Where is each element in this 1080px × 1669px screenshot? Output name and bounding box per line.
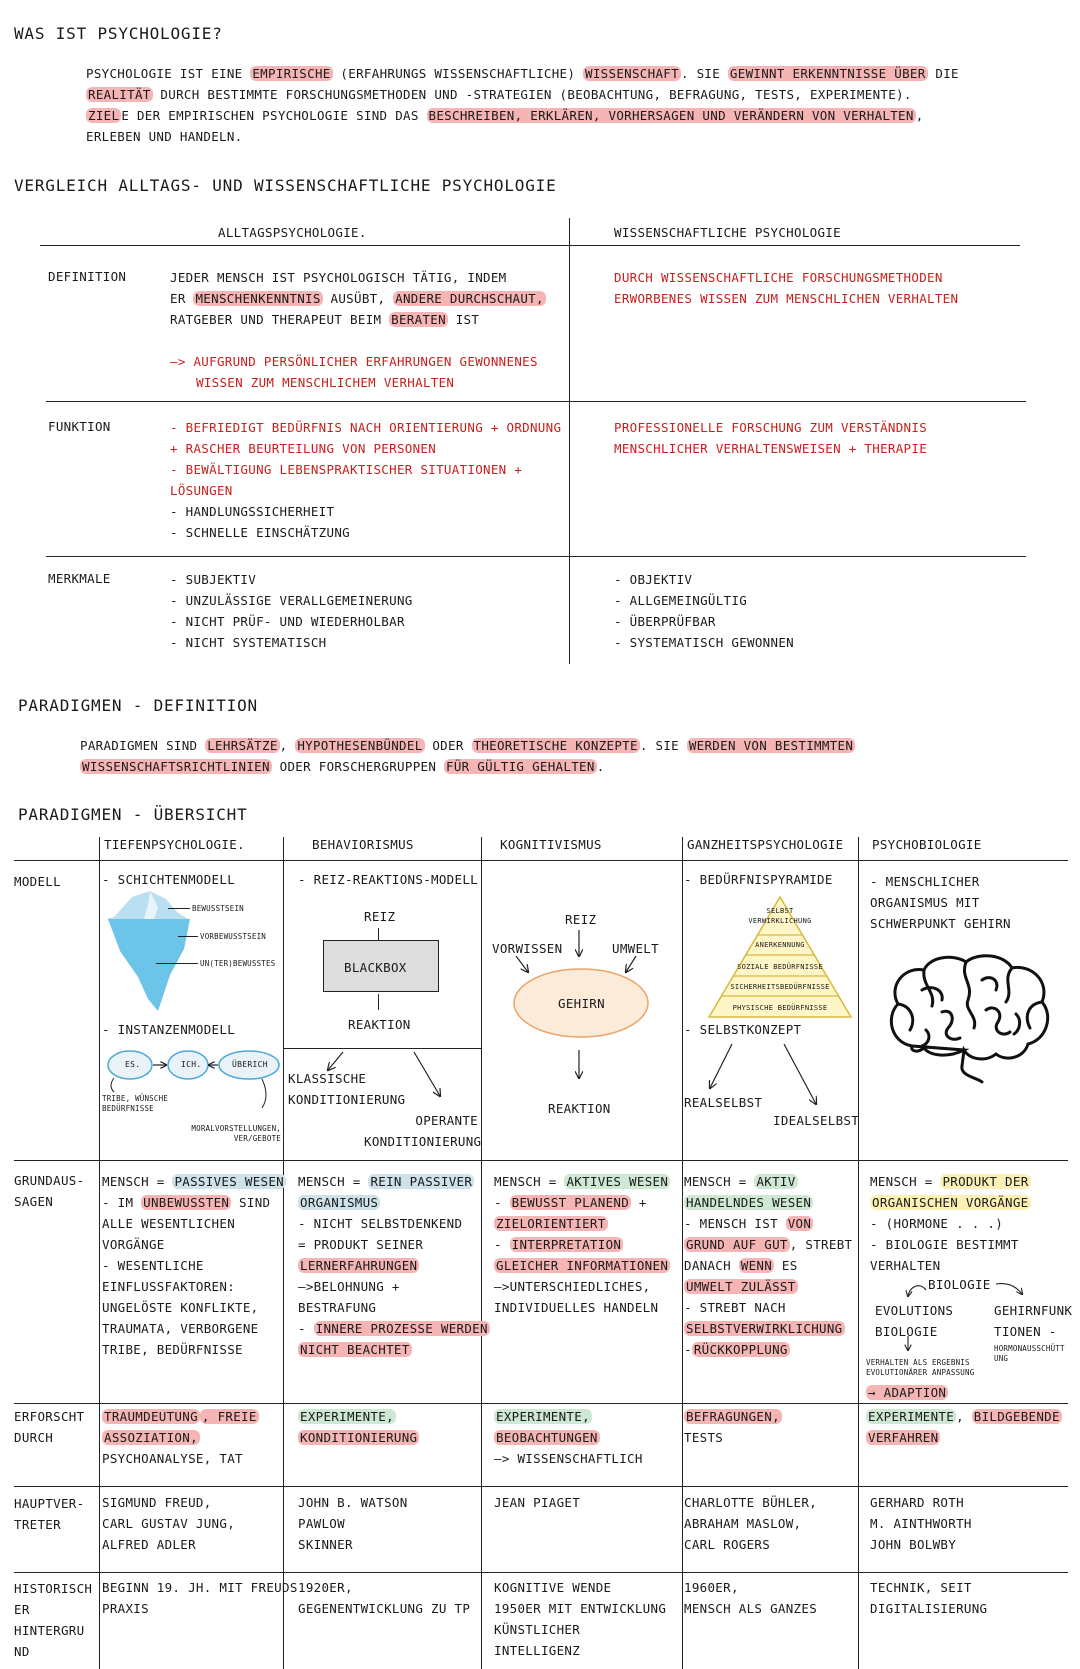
- text: JOHN BOLWBY: [870, 1537, 957, 1552]
- text: KONDITIONIERUNG: [364, 1134, 482, 1149]
- definition-everyday: [170, 267, 546, 393]
- divider: [99, 837, 100, 1669]
- text: UNGELÖSTE KONFLIKTE,: [102, 1300, 259, 1315]
- highlight: BEFRAGUNGEN,: [686, 1409, 780, 1424]
- divider: [283, 1048, 481, 1049]
- text: CHARLOTTE BÜHLER,: [684, 1495, 818, 1510]
- highlight: BESCHREIBEN, ERKLÄREN, VORHERSAGEN UND VERÄNDERN VON VERHALTEN: [428, 108, 914, 123]
- arrow-line: [378, 994, 379, 1010]
- text: GRUNDAUS-: [14, 1173, 85, 1188]
- text: ORGANISMUS MIT: [870, 895, 980, 910]
- text: ND: [14, 1644, 30, 1659]
- cognitivism-assumptions: [494, 1171, 670, 1318]
- psychobiology-representatives: [870, 1492, 972, 1555]
- text: - HANDLUNGSSICHERHEIT: [170, 504, 335, 519]
- pyramid-level-physical: PHYSISCHE BEDÜRFNISSE: [732, 1004, 828, 1012]
- row-label-function: FUNKTION: [48, 419, 111, 434]
- pyramid-level-recognition: ANERKENNUNG: [755, 941, 805, 949]
- row-label-features: MERKMALE: [48, 571, 111, 586]
- divider: [14, 1403, 1068, 1404]
- classical-conditioning: [288, 1068, 405, 1110]
- text: —> WISSENSCHAFTLICH: [494, 1451, 643, 1466]
- highlight: SELBSTVERWIRKLICHUNG: [686, 1321, 843, 1336]
- text: . SIE: [680, 66, 728, 81]
- highlight: KONDITIONIERUNG: [300, 1430, 418, 1445]
- cognitivism-representatives: [494, 1492, 580, 1513]
- text: TRETER: [14, 1517, 61, 1532]
- divider: [46, 401, 1026, 402]
- text: KÜNSTLICHER: [494, 1622, 581, 1637]
- text: - BIOLOGIE BESTIMMT: [870, 1237, 1019, 1252]
- text: - NICHT SELBSTDENKEND: [298, 1216, 463, 1231]
- preconscious-label: VORBEWUSSTSEIN: [200, 932, 267, 941]
- text: INTELLIGENZ: [494, 1643, 581, 1658]
- text: SIND: [231, 1195, 271, 1210]
- text: +: [631, 1195, 647, 1210]
- highlight: EMPIRISCHE: [252, 66, 331, 81]
- divider: [682, 837, 683, 1669]
- text: VERHALTEN ALS ERGEBNIS: [866, 1358, 970, 1367]
- evolutionary-adaptation: [866, 1358, 974, 1378]
- psychology-definition-paragraph: [86, 63, 1046, 147]
- text: HISTORISCH: [14, 1581, 93, 1596]
- text: MORALVORSTELLUNGEN,: [191, 1124, 281, 1133]
- text: - OBJEKTIV: [614, 572, 693, 587]
- highlight: EXPERIMENTE,: [300, 1409, 394, 1424]
- divider: [178, 936, 198, 937]
- paradigm-definition-paragraph: [80, 735, 1040, 777]
- cognitivism-history: [494, 1577, 666, 1661]
- text: MENSCH =: [298, 1174, 369, 1189]
- text: TRAUMATA, VERBORGENE: [102, 1321, 259, 1336]
- depth-assumptions: [102, 1171, 286, 1360]
- highlight: HYPOTHESENBÜNDEL: [297, 738, 423, 753]
- text: - UNZULÄSSIGE VERALLGEMEINERUNG: [170, 593, 413, 608]
- layer-model-label: - SCHICHTENMODELL: [102, 872, 236, 887]
- text: JEDER MENSCH IST PSYCHOLOGISCH TÄTIG, INDEM: [170, 270, 507, 285]
- depth-representatives: [102, 1492, 235, 1555]
- highlight: ASSOZIATION,: [104, 1430, 198, 1445]
- features-scientific: [614, 569, 794, 653]
- highlight: ORGANISCHEN VORGÄNGE: [872, 1195, 1029, 1210]
- psychobiology-methods: [866, 1406, 1062, 1448]
- text: JOHN B. WATSON: [298, 1495, 408, 1510]
- text: -: [494, 1195, 510, 1210]
- highlight: RÜCKKOPPLUNG: [693, 1342, 788, 1357]
- text: , STREBT: [789, 1237, 853, 1252]
- conscious-label: BEWUSSTSEIN: [192, 904, 244, 913]
- holistic-assumptions: [684, 1171, 852, 1360]
- self-concept-label: - SELBSTKONZEPT: [684, 1022, 802, 1037]
- col-head-cognitivism: KOGNITIVISMUS: [500, 837, 602, 852]
- pyramid-level-social: SOZIALE BEDÜRFNISSE: [737, 963, 823, 971]
- text: CARL ROGERS: [684, 1537, 771, 1552]
- holistic-methods: [684, 1406, 782, 1448]
- highlight: INTERPRETATION: [511, 1237, 622, 1252]
- text: 1960ER,: [684, 1580, 739, 1595]
- holistic-representatives: [684, 1492, 817, 1555]
- highlight: LERNERFAHRUNGEN: [300, 1258, 418, 1273]
- row-label-model: MODELL: [14, 874, 61, 889]
- highlight: ZIELORIENTIERT: [496, 1216, 606, 1231]
- highlight: FÜR GÜLTIG GEHALTEN: [446, 759, 595, 774]
- text: LÖSUNGEN: [170, 483, 233, 498]
- ideal-self-label: IDEALSELBST: [773, 1113, 860, 1128]
- highlight: BEOBACHTUNGEN: [496, 1430, 598, 1445]
- depth-history: [102, 1577, 298, 1619]
- text: INDIVIDUELLES HANDELN: [494, 1300, 659, 1315]
- highlight: GRUND AUF GUT: [686, 1237, 788, 1252]
- text: VORGÄNGE: [102, 1237, 165, 1252]
- col-head-psychobiology: PSYCHOBIOLOGIE: [872, 837, 982, 852]
- row-label-researched-by: [14, 1406, 84, 1448]
- highlight: BEWUSST PLANEND: [511, 1195, 630, 1210]
- text: ERLEBEN UND HANDELN.: [86, 129, 243, 144]
- text: GEHIRNFUNK: [994, 1303, 1073, 1318]
- text: - SUBJEKTIV: [170, 572, 257, 587]
- text: EINFLUSSFAKTOREN:: [102, 1279, 236, 1294]
- response-label: REAKTION: [548, 1101, 611, 1116]
- text: BIOLOGIE: [875, 1324, 938, 1339]
- evolution-biology: [875, 1300, 953, 1342]
- highlight: PRODUKT DER: [942, 1174, 1029, 1189]
- text: DIGITALISIERUNG: [870, 1601, 988, 1616]
- text: DURCH: [14, 1430, 54, 1445]
- behaviorism-assumptions: [298, 1171, 490, 1360]
- highlight: BERATEN: [391, 312, 446, 327]
- text: PROFESSIONELLE FORSCHUNG ZUM VERSTÄNDNIS: [614, 420, 928, 435]
- text: ER: [170, 291, 194, 306]
- highlight: GEWINNT ERKENNTNISSE ÜBER: [729, 66, 926, 81]
- highlight: THEORETISCHE KONZEPTE: [473, 738, 638, 753]
- text: (ERFAHRUNGS WISSENSCHAFTLICHE): [332, 66, 584, 81]
- row-label-basic-assumptions: [14, 1170, 84, 1212]
- definition-scientific: [614, 267, 958, 309]
- behaviorism-methods: [298, 1406, 419, 1448]
- text: —> AUFGRUND PERSÖNLICHER ERFAHRUNGEN GEWONNENES: [170, 354, 538, 369]
- es-label: ES.: [125, 1060, 141, 1069]
- drives-label: [102, 1094, 168, 1114]
- text: - ALLGEMEINGÜLTIG: [614, 593, 748, 608]
- text: -: [494, 1237, 510, 1252]
- text: IST: [447, 312, 480, 327]
- text: PRAXIS: [102, 1601, 149, 1616]
- text: DIE: [927, 66, 959, 81]
- text: TESTS: [684, 1430, 724, 1445]
- text: OPERANTE: [415, 1113, 478, 1128]
- needs-pyramid-label: - BEDÜRFNISPYRAMIDE: [684, 872, 833, 887]
- highlight: WENN: [740, 1258, 773, 1273]
- features-everyday: [170, 569, 413, 653]
- row-label-historical-background: [14, 1578, 92, 1662]
- text: 1950ER MIT ENTWICKLUNG: [494, 1601, 667, 1616]
- text: DANACH: [684, 1258, 739, 1273]
- text: - ÜBERPRÜFBAR: [614, 614, 716, 629]
- brain-icon: [882, 950, 1054, 1090]
- text: ABRAHAM MASLOW,: [684, 1516, 802, 1531]
- highlight: → ADAPTION: [868, 1385, 947, 1400]
- highlight: REALITÄT: [88, 87, 151, 102]
- stimulus-response-model-label: - REIZ-REAKTIONS-MODELL: [298, 872, 478, 887]
- section-title-paradigm-overview: PARADIGMEN - ÜBERSICHT: [18, 805, 248, 824]
- divider: [14, 1486, 1068, 1487]
- text: CARL GUSTAV JUNG,: [102, 1516, 236, 1531]
- section-title-paradigm-definition: PARADIGMEN - DEFINITION: [18, 696, 258, 715]
- text: ,: [915, 108, 924, 123]
- text: ,: [279, 738, 296, 753]
- text: PARADIGMEN SIND: [80, 738, 206, 753]
- text: - NICHT SYSTEMATISCH: [170, 635, 327, 650]
- highlight: MENSCHENKENNTNIS: [195, 291, 321, 306]
- highlight: WERDEN VON BESTIMMTEN: [688, 738, 854, 753]
- text: MENSCHLICHER VERHALTENSWEISEN + THERAPIE: [614, 441, 928, 456]
- real-self-label: REALSELBST: [684, 1095, 763, 1110]
- text: —>BELOHNUNG +: [298, 1279, 400, 1294]
- divider: [46, 556, 1026, 557]
- text: RATGEBER UND THERAPEUT BEIM: [170, 312, 390, 327]
- text: = PRODUKT SEINER: [298, 1237, 424, 1252]
- text: ALLE WESENTLICHEN: [102, 1216, 236, 1231]
- text: - (HORMONE . . .): [870, 1216, 1004, 1231]
- text: TRIBE, WÜNSCHE: [102, 1094, 169, 1103]
- morals-label: [183, 1124, 281, 1144]
- text: - IM: [102, 1195, 142, 1210]
- highlight: HANDELNDES WESEN: [686, 1195, 812, 1210]
- highlight: ANDERE DURCHSCHAUT,: [395, 291, 544, 306]
- divider: [14, 1160, 1068, 1161]
- text: HORMONAUSSCHÜTT: [994, 1344, 1065, 1353]
- text: JEAN PIAGET: [494, 1495, 581, 1510]
- highlight: EXPERIMENTE,: [496, 1409, 590, 1424]
- highlight: WISSENSCHAFT: [585, 66, 679, 81]
- pyramid-level-safety: SICHERHEITSBEDÜRFNISSE: [730, 983, 830, 991]
- text: EVOLUTIONS: [875, 1303, 954, 1318]
- pyramid-level-self-actualization: [730, 906, 830, 926]
- text: -: [684, 1342, 692, 1357]
- col-head-behaviorism: BEHAVIORISMUS: [312, 837, 414, 852]
- psychobiology-history: [870, 1577, 987, 1619]
- divider: [14, 1572, 1068, 1573]
- instance-model-label: - INSTANZENMODELL: [102, 1022, 236, 1037]
- text: VER/GEBOTE: [233, 1134, 281, 1143]
- text: PAWLOW: [298, 1516, 345, 1531]
- highlight: AKTIV: [756, 1174, 796, 1189]
- brain-functions: [994, 1300, 1072, 1342]
- highlight: BILDGEBENDE: [973, 1409, 1060, 1424]
- divider: [569, 218, 570, 664]
- unconscious-label: UN(TER)BEWUSSTES: [200, 959, 276, 968]
- arrow-line: [378, 928, 379, 940]
- text: SELBST: [766, 907, 794, 915]
- text: SKINNER: [298, 1537, 353, 1552]
- text: - BEWÄLTIGUNG LEBENSPRAKTISCHER SITUATIONEN +: [170, 462, 523, 477]
- text: ODER FORSCHERGRUPPEN: [271, 759, 444, 774]
- col-head-scientific: WISSENSCHAFTLICHE PSYCHOLOGIE: [614, 225, 841, 240]
- biology-label: BIOLOGIE: [928, 1277, 991, 1292]
- stimulus-label: REIZ: [565, 912, 597, 927]
- text: ER: [14, 1602, 30, 1617]
- text: E DER EMPIRISCHEN PSYCHOLOGIE SIND DAS: [121, 108, 427, 123]
- section-title-comparison: VERGLEICH ALLTAGS- UND WISSENSCHAFTLICHE PSYCHOLOGIE: [14, 176, 557, 195]
- row-label-definition: DEFINITION: [48, 269, 127, 284]
- text: ODER: [424, 738, 472, 753]
- text: MENSCH =: [494, 1174, 565, 1189]
- text: TECHNIK, SEIT: [870, 1580, 972, 1595]
- highlight: , FREIE: [201, 1409, 257, 1424]
- text: VERHALTEN: [870, 1258, 941, 1273]
- cognitivism-methods: [494, 1406, 643, 1469]
- highlight: EXPERIMENTE: [868, 1409, 955, 1424]
- text: TRIBE, BEDÜRFNISSE: [102, 1342, 243, 1357]
- holistic-history: [684, 1577, 817, 1619]
- text: - MENSCH IST: [684, 1216, 786, 1231]
- divider: [40, 245, 1020, 246]
- highlight: GLEICHER INFORMATIONEN: [496, 1258, 669, 1273]
- highlight: VERFAHREN: [868, 1430, 939, 1445]
- divider: [14, 860, 1068, 861]
- bio-model-text: [870, 871, 1011, 934]
- highlight: REIN PASSIVER: [370, 1174, 473, 1189]
- text: - NICHT PRÜF- UND WIEDERHOLBAR: [170, 614, 405, 629]
- divider: [168, 908, 190, 909]
- highlight: LEHRSÄTZE: [207, 738, 278, 753]
- text: DURCH WISSENSCHAFTLICHE FORSCHUNGSMETHODEN: [614, 270, 943, 285]
- behaviorism-representatives: [298, 1492, 408, 1555]
- text: TIONEN -: [994, 1324, 1057, 1339]
- text: SAGEN: [14, 1194, 54, 1209]
- text: ES: [774, 1258, 798, 1273]
- highlight: WISSENSCHAFTSRICHTLINIEN: [82, 759, 270, 774]
- highlight: VON: [787, 1216, 812, 1231]
- text: ERFORSCHT: [14, 1409, 85, 1424]
- text: HINTERGRU: [14, 1623, 85, 1638]
- text: 1920ER,: [298, 1580, 353, 1595]
- text: HAUPTVER-: [14, 1496, 85, 1511]
- col-head-depth-psychology: TIEFENPSYCHOLOGIE.: [104, 837, 245, 852]
- text: DURCH BESTIMMTE FORSCHUNGSMETHODEN UND -STRATEGIEN (BEOBACHTUNG, BEFRAGUNG, TESTS, EXPERIMENTE).: [152, 87, 912, 102]
- text: + RASCHER BEURTEILUNG VON PERSONEN: [170, 441, 437, 456]
- response-label: REAKTION: [348, 1017, 411, 1032]
- text: AUSÜBT,: [322, 291, 394, 306]
- text: SIGMUND FREUD,: [102, 1495, 212, 1510]
- text: ,: [956, 1409, 972, 1424]
- section-title-what-is-psychology: WAS IST PSYCHOLOGIE?: [14, 24, 223, 43]
- text: MENSCH =: [870, 1174, 941, 1189]
- text: MENSCH ALS GANZES: [684, 1601, 818, 1616]
- divider: [156, 963, 198, 964]
- highlight: AKTIVES WESEN: [566, 1174, 669, 1189]
- hormone-release: [994, 1344, 1065, 1364]
- adaptation-label: [866, 1382, 948, 1403]
- col-head-everyday: ALLTAGSPSYCHOLOGIE.: [218, 225, 367, 240]
- text: SCHWERPUNKT GEHIRN: [870, 916, 1011, 931]
- text: - SYSTEMATISCH GEWONNEN: [614, 635, 794, 650]
- text: . SIE: [639, 738, 687, 753]
- text: - WESENTLICHE: [102, 1258, 204, 1273]
- text: PSYCHOLOGIE IST EINE: [86, 66, 251, 81]
- text: MENSCH =: [102, 1174, 173, 1189]
- function-everyday: [170, 417, 561, 543]
- prior-knowledge-label: VORWISSEN: [492, 941, 563, 956]
- psychobiology-assumptions: [870, 1171, 1031, 1276]
- text: ALFRED ADLER: [102, 1537, 196, 1552]
- text: —>UNTERSCHIEDLICHES,: [494, 1279, 651, 1294]
- text: M. AINTHWORTH: [870, 1516, 972, 1531]
- divider: [858, 837, 859, 1669]
- operant-conditioning: [364, 1110, 482, 1152]
- text: ERWORBENES WISSEN ZUM MENSCHLICHEN VERHALTEN: [614, 291, 959, 306]
- text: - SCHNELLE EINSCHÄTZUNG: [170, 525, 350, 540]
- depth-methods: [102, 1406, 259, 1469]
- ueberich-label: ÜBERICH: [232, 1060, 268, 1069]
- blackbox-label: BLACKBOX: [344, 960, 407, 975]
- ich-label: ICH.: [181, 1060, 202, 1069]
- highlight: UNBEWUSSTEN: [143, 1195, 230, 1210]
- text: KONDITIONIERUNG: [288, 1092, 406, 1107]
- text: BEDÜRFNISSE: [102, 1104, 154, 1113]
- text: MENSCH =: [684, 1174, 755, 1189]
- highlight: TRAUMDEUTUNG: [104, 1409, 198, 1424]
- row-label-main-representatives: [14, 1493, 84, 1535]
- text: KLASSISCHE: [288, 1071, 367, 1086]
- text: WISSEN ZUM MENSCHLICHEM VERHALTEN: [196, 375, 455, 390]
- highlight: ZIEL: [88, 108, 120, 123]
- col-head-holistic: GANZHEITSPSYCHOLOGIE: [687, 837, 844, 852]
- brain-label: GEHIRN: [558, 996, 605, 1011]
- text: KOGNITIVE WENDE: [494, 1580, 612, 1595]
- highlight: ORGANISMUS: [300, 1195, 379, 1210]
- text: GERHARD ROTH: [870, 1495, 964, 1510]
- text: EVOLUTIONÄRER ANPASSUNG: [866, 1368, 975, 1377]
- text: -: [298, 1321, 314, 1336]
- text: - STREBT NACH: [684, 1300, 786, 1315]
- text: UNG: [994, 1354, 1009, 1363]
- text: .: [596, 759, 605, 774]
- stimulus-label: REIZ: [364, 909, 396, 924]
- highlight: INNERE PROZESSE WERDEN: [315, 1321, 488, 1336]
- highlight: UMWELT ZULÄSST: [686, 1279, 796, 1294]
- highlight: PASSIVES WESEN: [174, 1174, 284, 1189]
- function-scientific: [614, 417, 927, 459]
- behaviorism-history: [298, 1577, 470, 1619]
- text: - MENSCHLICHER: [870, 874, 980, 889]
- text: BESTRAFUNG: [298, 1300, 377, 1315]
- text: PSYCHOANALYSE, TAT: [102, 1451, 243, 1466]
- text: BEGINN 19. JH. MIT FREUDS: [102, 1580, 298, 1595]
- text: GEGENENTWICKLUNG ZU TP: [298, 1601, 471, 1616]
- text: VERWIRKLICHUNG: [748, 917, 812, 925]
- environment-label: UMWELT: [612, 941, 659, 956]
- text: - BEFRIEDIGT BEDÜRFNIS NACH ORIENTIERUNG + ORDNUNG: [170, 420, 562, 435]
- highlight: NICHT BEACHTET: [300, 1342, 410, 1357]
